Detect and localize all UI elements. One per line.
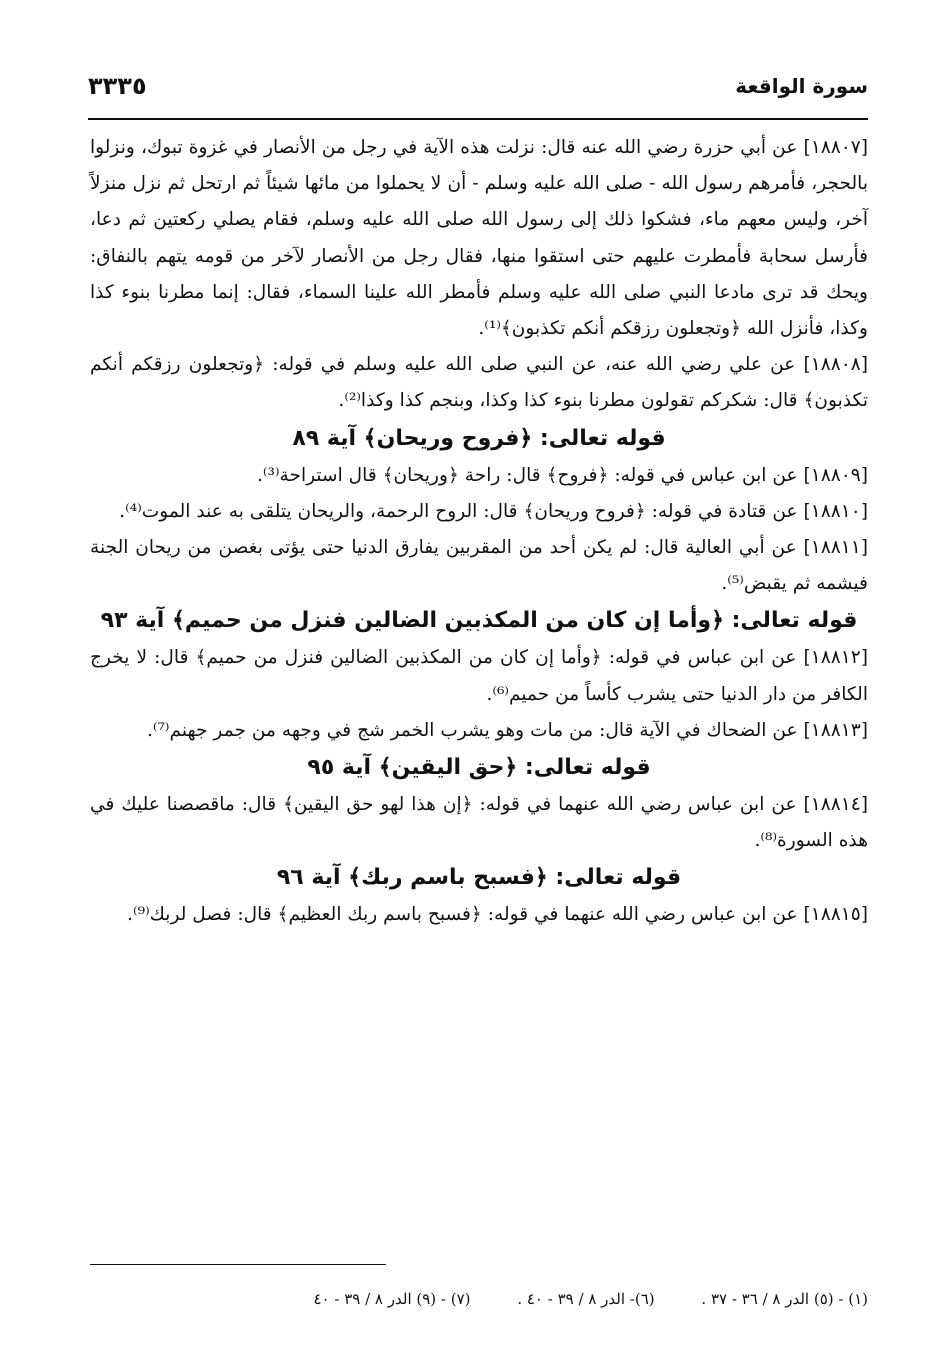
footnote-divider <box>90 1264 386 1265</box>
narration-number: [١٨٨١٢] <box>803 647 868 669</box>
narration-paragraph <box>90 130 868 347</box>
page-number: ٣٣٣٥ <box>88 72 147 100</box>
narration-number: [١٨٨٠٧] <box>803 137 869 158</box>
footnote: (٦)- الدر ٨ / ٣٩ - ٤٠ . <box>517 1290 655 1308</box>
narration-text: عن ابن عباس رضي الله عنهما في قوله: ﴿فسبح باسم ربك العظيم﴾ قال: فصل لربك⁽⁹⁾. <box>127 904 798 926</box>
narration-paragraph <box>90 640 868 712</box>
narration-text: عن الضحاك في الآية قال: من مات وهو يشرب الخمر شج في وجهه من جمر جهنم⁽⁷⁾. <box>146 719 798 741</box>
header-divider <box>88 118 868 120</box>
narration-paragraph <box>90 347 868 419</box>
narration-paragraph <box>90 458 868 494</box>
footnote: (١) - (٥) الدر ٨ / ٣٦ - ٣٧ . <box>701 1290 868 1308</box>
verse-heading: قوله تعالى: ﴿فسبح باسم ربك﴾ آية ٩٦ <box>276 865 682 891</box>
narration-number: [١٨٨١٤] <box>803 794 868 816</box>
page-body <box>90 130 868 934</box>
narration-number: [١٨٨١٠] <box>803 500 868 522</box>
narration-text: عن أبي العالية قال: لم يكن أحد من المقربين يفارق الدنيا حتى يؤتى بغصن من ريحان الجنة فيشمه ثم يقبض⁽⁵⁾. <box>90 537 868 595</box>
narration-text: عن قتادة في قوله: ﴿فروح وريحان﴾ قال: الروح الرحمة، والريحان يتلقى به عند الموت⁽⁴⁾. <box>119 500 798 522</box>
narration-paragraph <box>90 897 868 933</box>
narration-paragraph <box>90 530 868 602</box>
narration-number: [١٨٨١٥] <box>803 904 868 926</box>
narration-text: عن علي رضي الله عنه، عن النبي صلى الله عليه وسلم في قوله: ﴿وتجعلون رزقكم أنكم تكذبون﴾ قال: شكركم تقولون مطرنا بنوء كذا وكذا، وبنجم كذا وكذا⁽²⁾. <box>90 354 868 412</box>
footnote: (٧) - (٩) الدر ٨ / ٣٩ - ٤٠ <box>313 1290 471 1308</box>
footnotes <box>120 1287 868 1311</box>
narration-text: عن ابن عباس رضي الله عنهما في قوله: ﴿إن هذا لهو حق اليقين﴾ قال: ماقصصنا عليك في هذه السورة⁽⁸⁾. <box>90 794 868 852</box>
verse-heading: قوله تعالى: ﴿حق اليقين﴾ آية ٩٥ <box>307 755 651 781</box>
narration-number: [١٨٨١٣] <box>803 719 868 741</box>
narration-number: [١٨٨٠٩] <box>803 464 868 486</box>
narration-number: [١٨٨٠٨] <box>803 354 868 376</box>
narration-paragraph <box>90 494 868 530</box>
page-header <box>88 62 868 118</box>
narration-text: عن ابن عباس في قوله: ﴿فروح﴾ قال: راحة ﴿وريحان﴾ قال استراحة⁽³⁾. <box>256 464 798 486</box>
narration-number: [١٨٨١١] <box>803 537 868 559</box>
narration-paragraph <box>90 787 868 859</box>
narration-text: عن ابن عباس في قوله: ﴿وأما إن كان من المكذبين الضالين فنزل من حميم﴾ قال: لا يخرج الكافر من دار الدنيا حتى يشرب كأساً من حميم⁽⁶⁾. <box>90 647 868 705</box>
verse-heading: قوله تعالى: ﴿وأما إن كان من المكذبين الضالين فنزل من حميم﴾ آية ٩٣ <box>100 608 858 634</box>
narration-paragraph <box>90 713 868 749</box>
narration-text: عن أبي حزرة رضي الله عنه قال: نزلت هذه الآية في رجل من الأنصار في غزوة تبوك، ونزلوا بالحجر، فأمرهم رسول الله - صلى الله عليه وسلم - أن لا يحملوا من مائها شيئاً ثم ارتحل ثم نزل منزلاً آخر، وليس معهم ماء، فشكوا ذلك إلى رسول الله صلى الله عليه وسلم، فقام يصلي ركعتين ثم دعا، فأرسل سحابة فأمطرت عليهم حتى استقوا منها، فقال رجل من الأنصار لآخر من قومه يتهم بالنفاق: ويحك قد ترى مادعا النبي صلى الله عليه وسلم فأمطر الله علينا السماء، فقال: إنما مطرنا بنوء كذا وكذا، فأنزل الله ﴿وتجعلون رزقكم أنكم تكذبون﴾⁽¹⁾. <box>90 137 868 340</box>
surah-title: سورة الواقعة <box>735 74 868 98</box>
verse-heading: قوله تعالى: ﴿فروح وريحان﴾ آية ٨٩ <box>292 425 666 451</box>
